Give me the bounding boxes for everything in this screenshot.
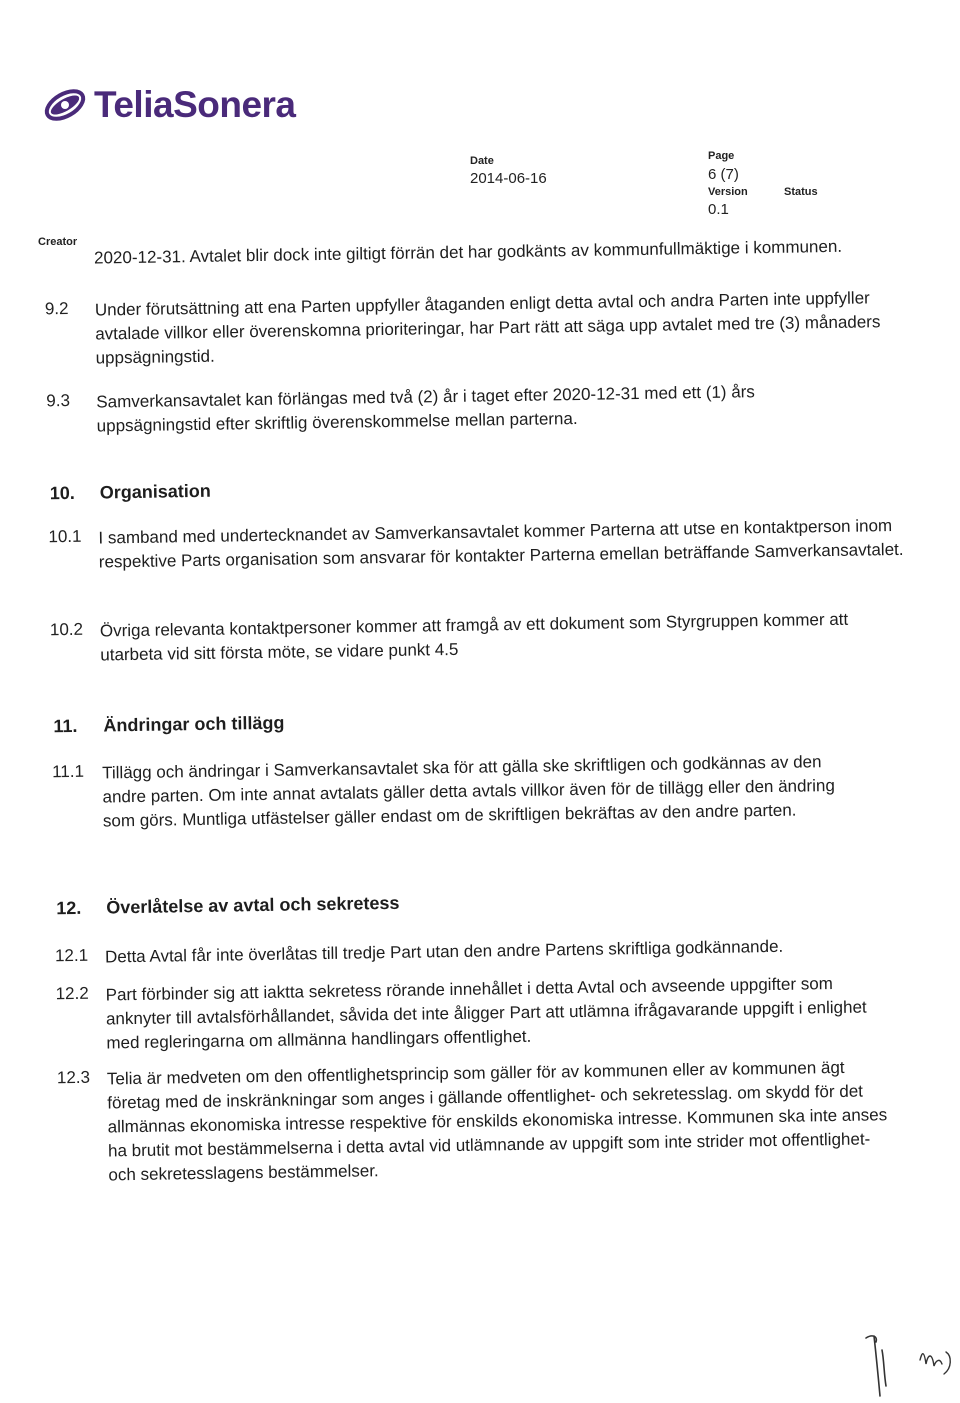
section-9-3-text: Samverkansavtalet kan förlängas med två (2) år i taget efter 2020-12-31 med ett (1) års uppsägningstid efter skriftlig överenskommelse mellan parterna. — [96, 382, 756, 436]
section-11-number: 11. — [53, 715, 78, 737]
teliasonera-logo-icon — [40, 80, 90, 130]
section-12-3-text: Telia är medveten om den offentlighetsprincip som gäller för av kommunen eller av kommunen ägt företag med de inskränkningar som anges i gällande offentlighet- och sekretesslag. om skydd för det allmännas ekonomiska intresse respektive för enskilds ekonomiska intresse. Kommunen ska inte anses ha brutit mot bestämmelserna i detta avtal vid utlämnande av uppgift som inte strider mot offentlighet- och sekretesslagens bestämmelser. — [106, 1057, 888, 1185]
status-label: Status — [784, 186, 818, 198]
date-label: Date — [470, 155, 494, 167]
section-10-2-text: Övriga relevanta kontaktpersoner kommer att framgå av ett dokument som Styrgruppen kommer att utarbeta vid sitt första möte, se vidare punkt 4.5 — [99, 609, 849, 665]
section-10-2-number: 10.2 — [49, 619, 84, 640]
version-label: Version — [708, 186, 748, 198]
page-value: 6 (7) — [708, 166, 739, 183]
logo-text: TeliaSonera — [94, 84, 296, 125]
handwritten-initials-icon — [862, 1330, 960, 1400]
creator-label: Creator — [38, 236, 78, 248]
section-10-number: 10. — [49, 482, 75, 504]
section-9-2-number: 9.2 — [44, 298, 69, 319]
intro-line: 2020-12-31. Avtalet blir dock inte giltigt förrän det har godkänts av kommunfullmäktige i kommunen. — [93, 236, 843, 268]
section-12-1-number: 12.1 — [54, 945, 89, 966]
version-value: 0.1 — [708, 201, 729, 218]
section-12-2-text: Part förbinder sig att iaktta sekretess rörande innehållet i detta Avtal och avseende uppgifter som anknyter till avtalsförhållandet, såvida det inte åligger Part att utlämna ifrågavarande uppgift i enlighet med regleringarna om allmänna handlingars offentlighet. — [105, 974, 867, 1053]
page-label: Page — [708, 150, 735, 162]
section-12-1-text: Detta Avtal får inte överlåtas till tredje Part utan den andre Partens skriftliga godkännande. — [104, 936, 784, 967]
date-value: 2014-06-16 — [470, 170, 547, 187]
section-11-title: Ändringar och tillägg — [103, 712, 285, 736]
section-12-number: 12. — [56, 897, 82, 919]
section-10-1-number: 10.1 — [48, 526, 82, 547]
section-9-3-number: 9.3 — [46, 390, 71, 411]
section-12-2-number: 12.2 — [55, 983, 89, 1004]
section-9-2-text: Under förutsättning att ena Parten uppfyller åtaganden enligt detta avtal och andra Parten inte uppfyller avtalade villkor eller överenskomna prioriteringar, har Part rätt att säga upp avtalet med tre (3) månaders uppsägningstid. — [94, 288, 881, 368]
section-12-3-number: 12.3 — [56, 1067, 91, 1088]
section-11-1-number: 11.1 — [51, 761, 85, 782]
company-logo — [40, 80, 296, 130]
section-10-1-text: I samband med undertecknandet av Samverkansavtalet kommer Parterna att utse en kontaktperson inom respektive Parts organisation som ansvarar för kontakter Parterna emellan beträffande Samverkansavtalet. — [98, 516, 904, 572]
section-12-title: Överlåtelse av avtal och sekretess — [106, 892, 400, 918]
section-10-title: Organisation — [99, 480, 211, 503]
section-11-1-text: Tillägg och ändringar i Samverkansavtalet ska för att gälla ske skriftligen och godkännas av den andre parten. Om inte annat avtalats gäller detta avtals villkor även för de tillägg eller den ändring som görs. Muntliga utfästelser gäller endast om de skriftligen bekräftas av den andre parten. — [102, 752, 835, 831]
